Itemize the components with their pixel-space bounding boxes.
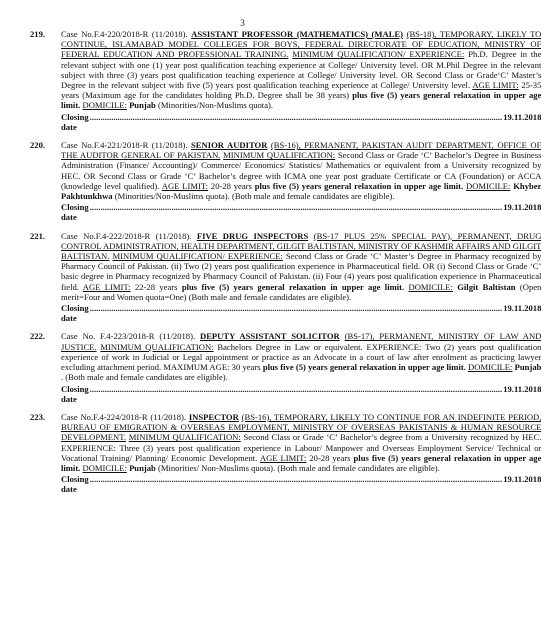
post-title: FIVE DRUG INSPECTORS — [196, 230, 309, 241]
qualification-text: Ph.D. Degree in the relevant subject with one (1) year post qualification teaching experience at College/ University level. OR M.Phil Degree in the relevant subject with three (3) years post qualification teaching experience at College/ University level. OR Second Class or Grade‘C’ Master’s Degree in the relevant subject with five (5) years post qualification teaching experience at College/ University level. — [61, 49, 541, 91]
entry-body — [61, 231, 541, 324]
age-limit-label: AGE LIMIT: — [161, 180, 209, 191]
entry-body — [61, 29, 541, 132]
entry-text — [61, 140, 541, 201]
closing-date-label: Closing date — [61, 202, 89, 223]
domicile-value: Gilgit Baltistan — [457, 281, 516, 292]
closing-date-row — [61, 384, 541, 404]
age-relaxation: plus five (5) years general relaxation in upper age limit. — [254, 180, 464, 191]
advertisement-entry — [30, 140, 541, 223]
closing-date-row — [61, 202, 541, 222]
closing-date-row — [61, 474, 541, 494]
domicile-value: Punjab — [129, 100, 156, 111]
age-limit-label: AGE LIMIT: — [472, 80, 519, 91]
post-details: (BS-17), PERMANENT, MINISTRY OF LAW AND JUSTICE. — [61, 331, 541, 352]
post-title: SENIOR AUDITOR — [191, 140, 268, 151]
entry-number: 223. — [30, 411, 46, 422]
advertisement-entry — [30, 411, 541, 495]
leader-dots — [90, 384, 503, 404]
domicile-note: (Minorities/Non-Muslims quota). (Both male and female candidates are eligible). — [114, 191, 395, 202]
post-details: (BS-16), TEMPORARY, LIKELY TO CONTINUE FOR AN INDEFINITE PERIOD, BUREAU OF EMIGRATION & OVERSEAS EMPLOYMENT, MINISTRY OF OVERSEAS PAKISTANIS & HUMAN RESOURCE DEVELOPMENT. — [61, 411, 541, 443]
age-relaxation: plus five (5) years general relaxation in upper age limit. — [61, 452, 541, 473]
domicile-value: Punjab — [514, 362, 541, 373]
domicile-note: (Minorities/Non-Muslims quota). — [157, 100, 274, 111]
entry-number: 221. — [30, 230, 46, 241]
domicile-label: DOMICILE: — [408, 281, 453, 292]
domicile-note: (Open merit=Four and Women quota=One) (Both male and female candidates are eligible). — [61, 281, 541, 302]
closing-date-row — [61, 303, 541, 323]
domicile-value: Punjab — [129, 462, 156, 473]
entry-text — [61, 331, 541, 382]
entry-body — [61, 331, 541, 403]
domicile-label: DOMICILE: — [468, 362, 513, 373]
closing-date-value: 19.11.2018 — [503, 202, 541, 213]
entry-number: 219. — [30, 29, 46, 39]
case-number: Case No.F.4-222/2018-R (11/2018). — [61, 230, 192, 241]
closing-date-row — [61, 112, 541, 132]
closing-date-value: 19.11.2018 — [503, 383, 541, 394]
closing-date-label: Closing date — [61, 111, 89, 132]
age-relaxation: plus five (5) years general relaxation in upper age limit. — [262, 362, 466, 373]
entry-text — [61, 29, 541, 111]
advertisement-entry — [30, 29, 541, 132]
qualification-label: MINIMUM QUALIFICATION: — [100, 341, 214, 352]
domicile-value: Khyber Pakhtunkhwa — [61, 180, 541, 202]
closing-date-label: Closing date — [61, 303, 89, 324]
qualification-label: MINIMUM QUALIFICATION: — [128, 432, 241, 443]
qualification-text: Bachelors Degree in Law or equivalent. EXPERIENCE: Two (2) years post qualification experience of work in Judicial or Legal appointment or practice as an Advocate in a court of law after enrolment as practicing lawyer excluding attachment period. MAXIMUM AGE: — [61, 341, 541, 373]
case-number: Case No.F.4-221/2018-R (11/2018). — [61, 140, 188, 151]
entry-number: 222. — [30, 331, 46, 342]
entry-number: 220. — [30, 140, 46, 151]
post-title: INSPECTOR — [188, 411, 239, 422]
age-limit-text: 20-28 years — [210, 180, 252, 191]
leader-dots — [90, 303, 503, 323]
domicile-note: (Minorities/ Non-Muslims quota). (Both male and female candidates are eligible). — [157, 462, 440, 473]
closing-date-value: 19.11.2018 — [503, 474, 541, 485]
advertisement-entry — [30, 230, 541, 324]
entry-text — [61, 412, 541, 473]
domicile-note: . (Both male and female candidates are eligible). — [61, 372, 228, 383]
advertisement-entry — [30, 331, 541, 404]
qualification-label: MINIMUM QUALIFICATION/ EXPERIENCE: — [112, 251, 283, 262]
page-number: 3 — [240, 18, 245, 28]
domicile-label: DOMICILE: — [82, 100, 127, 111]
leader-dots — [90, 112, 503, 132]
qualification-label: MINIMUM QUALIFICATION/ EXPERIENCE: — [292, 49, 465, 60]
case-number: Case No.F.4-224/2018-R (11/2018). — [61, 411, 187, 422]
closing-date-label: Closing date — [61, 474, 89, 495]
qualification-text: Second Class or Grade ‘C’ Bachelor’s degree from a University recognized by HEC. EXPERIENCE: Three (3) years post qualification experience in Labour/ Manpower and Overseas Employment Service/ Technical or Vocational Training/ Planning/ Economic Development. — [61, 432, 541, 463]
age-relaxation: plus five (5) years general relaxation in upper age limit. — [61, 90, 541, 111]
domicile-label: DOMICILE: — [82, 462, 127, 473]
post-title: ASSISTANT PROFESSOR (MATHEMATICS) (MALE) — [191, 29, 404, 39]
case-number: Case No. F.4-223/2018-R (11/2018). — [61, 331, 196, 342]
age-limit-text: 30 years — [231, 362, 261, 373]
entry-body — [61, 412, 541, 495]
post-details: (BS-17 PLUS 25% SPECIAL PAY), PERMANENT, DRUG CONTROL ADMINISTRATION, HEALTH DEPARTMENT, GILGIT BALTISTAN, MINISTRY OF KASHMIR AFFAIRS AND GILGIT BALTISTAN. — [61, 230, 541, 262]
closing-date-label: Closing date — [61, 383, 89, 404]
qualification-text: Second Class or Grade ‘C’ Master’s Degree in Pharmacy recognized by Pharmacy Council of Pakistan. (ii) Two (2) years post qualification experience in Pharmaceutical field. OR (i) Second Class or Grade ‘C’ basic degree in Pharmacy recognized by Pharmacy Council of Pakistan. (ii) Four (4) years post qualification experience in Pharmaceutical field. — [61, 251, 541, 292]
domicile-label: DOMICILE: — [466, 180, 511, 191]
age-relaxation: plus five (5) years general relaxation in upper age limit. — [181, 281, 405, 292]
age-limit-text: 22-28 years — [134, 281, 178, 292]
case-number: Case No.F.4-220/2018-R (11/2018). — [61, 29, 188, 39]
closing-date-value: 19.11.2018 — [503, 111, 541, 122]
post-details: (BS-16), PERMANENT, PAKISTAN AUDIT DEPARTMENT, OFFICE OF THE AUDITOR GENERAL OF PAKISTAN. — [61, 140, 541, 161]
advertisement-list — [30, 29, 541, 495]
age-limit-label: AGE LIMIT: — [259, 452, 307, 463]
qualification-label: MINIMUM QUALIFICATION: — [223, 150, 336, 161]
entry-text — [61, 231, 541, 302]
post-details: (BS-18), TEMPORARY, LIKELY TO CONTINUE, ISLAMABAD MODEL COLLEGES FOR BOYS, FEDERAL DIRECTORATE OF EDUCATION, MINISTRY OF FEDERAL EDUCATION AND PROFESSIONAL TRAINING. — [61, 29, 541, 60]
age-limit-text: 20-28 years — [309, 452, 351, 463]
post-title: DEPUTY ASSISTANT SOLICITOR — [199, 331, 340, 342]
age-limit-text: 25-35 years (Maximum age for the candidates holding Ph.D. Degree shall be 38 years) — [61, 80, 541, 101]
closing-date-value: 19.11.2018 — [503, 303, 541, 314]
leader-dots — [90, 202, 503, 222]
leader-dots — [90, 474, 503, 494]
age-limit-label: AGE LIMIT: — [82, 281, 131, 292]
entry-body — [61, 140, 541, 223]
qualification-text: Second Class or Grade ‘C’ Bachelor’s Degree in Business Administration (Finance/ Accounting)/ Commerce/ Economics/ Statistics/ Mathematics or equivalent from a University recognized by HEC. OR Second Class or Grade ‘C’ Bachelor’s degree with ICMA one year post graduate Certificate or CA (Foundation) or ACCA (knowledge level qualified). — [61, 150, 541, 191]
